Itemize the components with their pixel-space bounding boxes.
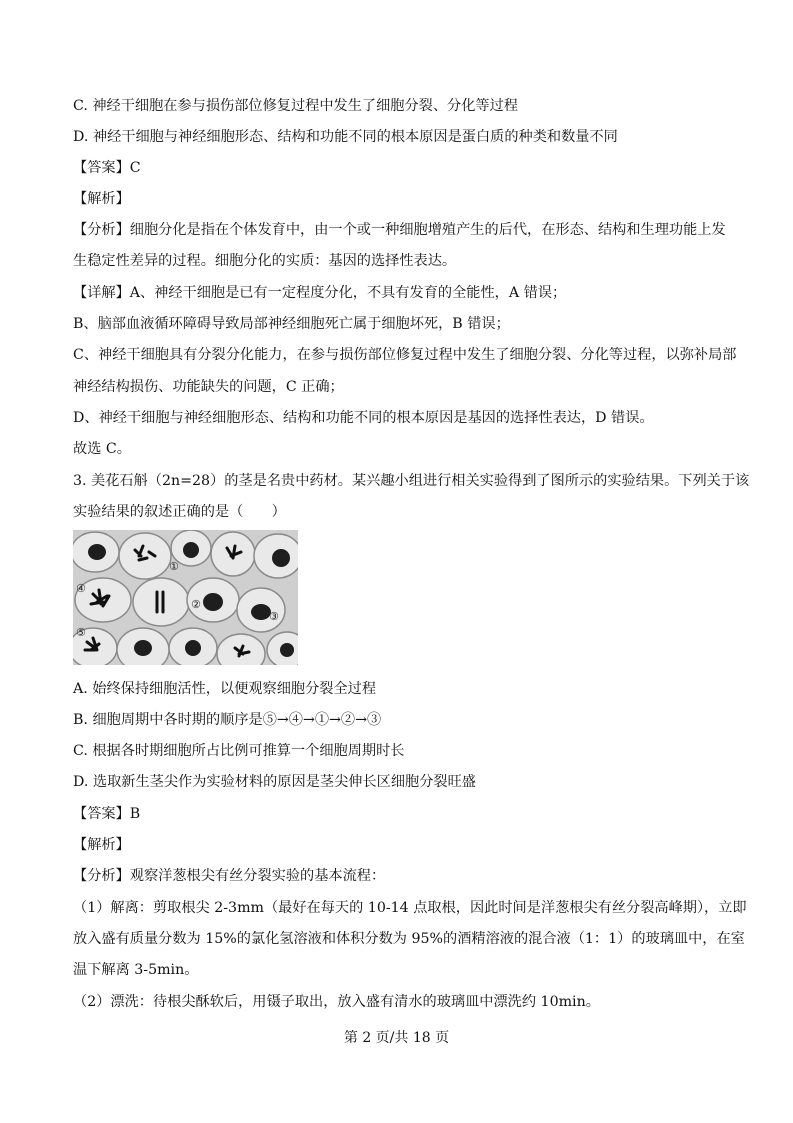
answer-previous: 【答案】C bbox=[73, 160, 141, 176]
detail-b: B、脑部血液循环障碍导致局部神经细胞死亡属于细胞坏死，B 错误； bbox=[73, 316, 510, 332]
figure-label-2: ② bbox=[191, 598, 201, 611]
answer: 【答案】B bbox=[73, 806, 141, 822]
analysis-heading: 【解析】 bbox=[73, 837, 130, 853]
micrograph-image bbox=[73, 530, 298, 665]
option-c-previous: C. 神经干细胞在参与损伤部位修复过程中发生了细胞分裂、分化等过程 bbox=[73, 98, 518, 114]
question-3-stem-2: 实验结果的叙述正确的是（ ） bbox=[73, 504, 286, 520]
figure-label-1: ① bbox=[169, 560, 179, 573]
detail-d: D、神经干细胞与神经细胞形态、结构和功能不同的根本原因是基因的选择性表达，D 错误。 bbox=[73, 410, 654, 426]
figure-label-3: ③ bbox=[269, 610, 279, 623]
option-a: A. 始终保持细胞活性，以便观察细胞分裂全过程 bbox=[73, 681, 377, 697]
option-d-previous: D. 神经干细胞与神经细胞形态、结构和功能不同的根本原因是蛋白质的种类和数量不同 bbox=[73, 129, 618, 145]
figure-label-4: ④ bbox=[76, 582, 86, 595]
step-1-line-2: 放入盛有质量分数为 15%的氯化氢溶液和体积分数为 95%的酒精溶液的混合液（1：1）的玻璃皿中，在室 bbox=[73, 931, 745, 947]
conclusion: 故选 C。 bbox=[73, 441, 131, 457]
page-footer: 第 2 页/共 18 页 bbox=[343, 1030, 450, 1046]
step-1-line-1: （1）解离：剪取根尖 2-3mm（最好在每天的 10-14 点取根，因此时间是洋葱根尖有丝分裂高峰期），立即 bbox=[73, 900, 747, 916]
option-b: B. 细胞周期中各时期的顺序是⑤→④→①→②→③ bbox=[73, 712, 382, 728]
figure-label-5: ⑤ bbox=[76, 626, 86, 639]
detail-a: 【详解】A、神经干细胞是已有一定程度分化，不具有发育的全能性，A 错误； bbox=[73, 285, 567, 301]
detail-c-2: 神经结构损伤、功能缺失的问题，C 正确； bbox=[73, 379, 344, 395]
option-d: D. 选取新生茎尖作为实验材料的原因是茎尖伸长区细胞分裂旺盛 bbox=[73, 774, 476, 790]
analysis-intro: 【分析】观察洋葱根尖有丝分裂实验的基本流程： bbox=[73, 868, 386, 884]
analysis-text-1: 【分析】细胞分化是指在个体发育中，由一个或一种细胞增殖产生的后代，在形态、结构和生理功能上发 bbox=[73, 222, 726, 238]
micrograph-figure bbox=[73, 530, 298, 665]
analysis-heading-previous: 【解析】 bbox=[73, 191, 130, 207]
detail-c-1: C、神经干细胞具有分裂分化能力，在参与损伤部位修复过程中发生了细胞分裂、分化等过程，以弥补局部 bbox=[73, 347, 737, 363]
analysis-text-2: 生稳定性差异的过程。细胞分化的实质：基因的选择性表达。 bbox=[73, 253, 457, 269]
question-3-stem-1: 3. 美花石斛（2n=28）的茎是名贵中药材。某兴趣小组进行相关实验得到了图所示的实验结果。下列关于该 bbox=[73, 473, 750, 489]
step-2: （2）漂洗：待根尖酥软后，用镊子取出，放入盛有清水的玻璃皿中漂洗约 10min。 bbox=[73, 994, 600, 1010]
step-1-line-3: 温下解离 3-5min。 bbox=[73, 962, 199, 978]
option-c: C. 根据各时期细胞所占比例可推算一个细胞周期时长 bbox=[73, 743, 405, 759]
